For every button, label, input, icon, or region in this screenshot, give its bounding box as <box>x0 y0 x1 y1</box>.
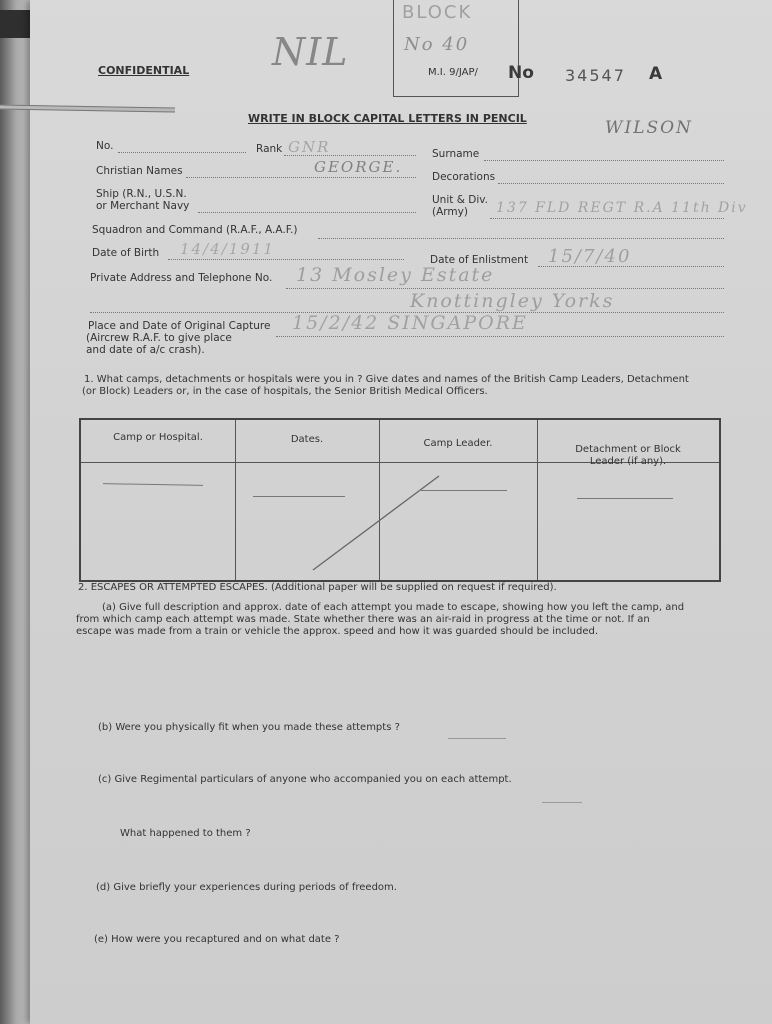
section2-heading: 2. ESCAPES OR ATTEMPTED ESCAPES. (Additional paper will be supplied on request if required). <box>78 582 557 593</box>
capture-label-3: and date of a/c crash). <box>86 344 205 356</box>
document-page <box>30 0 772 1024</box>
stamp-block-text: BLOCK <box>402 2 473 23</box>
capture-label-1: Place and Date of Original Capture <box>88 320 271 332</box>
answer-b-dash <box>448 738 506 739</box>
question-a-line1: (a) Give full description and approx. date of each attempt you made to escape, showing how you left the camp, and <box>102 602 685 613</box>
capture-value: 15/2/42 SINGAPORE <box>292 312 528 334</box>
decorations-line <box>498 183 724 184</box>
dob-line <box>168 259 404 260</box>
squadron-line <box>318 238 724 239</box>
question-d: (d) Give briefly your experiences during periods of freedom. <box>96 882 397 893</box>
enlistment-line <box>538 266 724 267</box>
dob-label: Date of Birth <box>92 247 160 259</box>
question-b: (b) Were you physically fit when you made these attempts ? <box>98 722 400 733</box>
rank-line <box>284 155 416 156</box>
question-a-line2: from which camp each attempt was made. State whether there was an air-raid in progress at the time or not. If an <box>76 614 650 625</box>
decorations-label: Decorations <box>432 171 496 183</box>
unit-label-2: (Army) <box>432 206 468 218</box>
column-header-detachment: Detachment or Block <box>575 444 681 455</box>
address-line-1 <box>286 288 724 289</box>
ship-line <box>198 212 416 213</box>
enlistment-value: 15/7/40 <box>548 246 632 267</box>
dob-value: 14/4/1911 <box>180 240 275 258</box>
christian-names-line <box>186 177 416 178</box>
instruction-heading: WRITE IN BLOCK CAPITAL LETTERS IN PENCIL <box>248 112 527 125</box>
unit-line <box>490 218 724 219</box>
capture-line <box>276 336 724 337</box>
column-header-detachment-2: Leader (if any). <box>589 456 667 467</box>
reference-code: M.I. 9/JAP/ <box>428 67 478 78</box>
ship-label-2: or Merchant Navy <box>96 200 190 212</box>
ship-label-1: Ship (R.N., U.S.N. <box>96 188 187 200</box>
squadron-label: Squadron and Command (R.A.F., A.A.F.) <box>92 224 298 236</box>
unit-value: 137 FLD REGT R.A 11th Div <box>496 200 748 216</box>
question-c-followup: What happened to them ? <box>120 828 251 839</box>
christian-names-value: GEORGE. <box>314 158 403 176</box>
capture-label-2: (Aircrew R.A.F. to give place <box>86 332 232 344</box>
surname-line <box>484 160 724 161</box>
no-line <box>118 152 246 153</box>
column-header-dates: Dates. <box>290 434 324 445</box>
block-stamp <box>393 0 519 97</box>
nil-annotation: NIL <box>272 30 349 74</box>
number-label: No <box>508 63 534 83</box>
column-header-camp-leader: Camp Leader. <box>423 438 493 449</box>
answer-c-dash <box>542 802 582 803</box>
camps-table <box>79 418 721 582</box>
document-suffix: A <box>649 64 663 84</box>
address-value-1: 13 Mosley Estate <box>296 264 495 286</box>
question-c: (c) Give Regimental particulars of anyone who accompanied you on each attempt. <box>98 774 512 785</box>
section1-question-line1: 1. What camps, detachments or hospitals were you in ? Give dates and names of the British Camp Leaders, Detachment <box>84 374 689 385</box>
cancel-stroke <box>81 420 715 576</box>
address-value-2: Knottingley Yorks <box>410 290 615 312</box>
no-label: No. <box>96 140 114 152</box>
surname-label: Surname <box>432 148 480 160</box>
column-header-camp: Camp or Hospital. <box>113 432 203 443</box>
unit-label-1: Unit & Div. <box>432 194 488 206</box>
surname-handwritten: WILSON <box>605 118 693 138</box>
christian-names-label: Christian Names <box>96 165 183 177</box>
rank-value: GNR <box>288 138 331 156</box>
question-e: (e) How were you recaptured and on what date ? <box>94 934 340 945</box>
document-number: 34547 <box>565 66 626 85</box>
question-a-line3: escape was made from a train or vehicle the approx. speed and how it was guarded should be included. <box>76 626 599 637</box>
address-label: Private Address and Telephone No. <box>90 272 273 284</box>
confidential-label: CONFIDENTIAL <box>98 64 190 77</box>
section1-question-line2: (or Block) Leaders or, in the case of hospitals, the Senior British Medical Officers. <box>82 386 488 397</box>
rank-label: Rank <box>256 143 283 155</box>
stamp-number: No 40 <box>404 34 470 55</box>
enlistment-label: Date of Enlistment <box>430 254 529 266</box>
